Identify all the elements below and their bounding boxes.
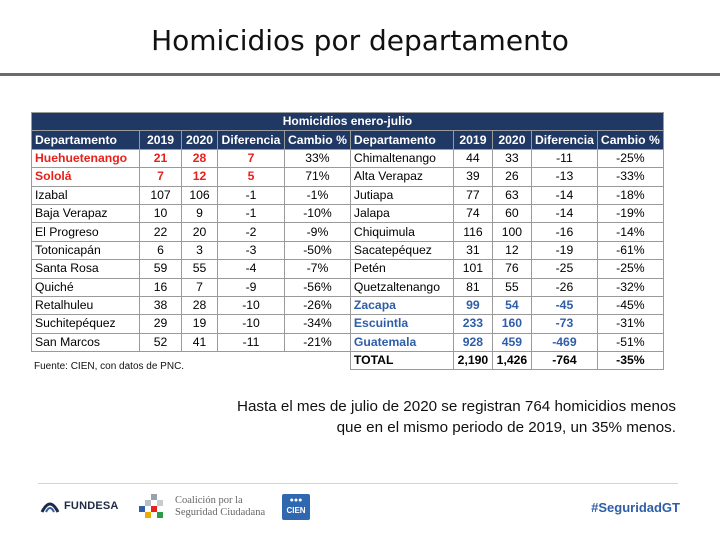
table-cell: -25% <box>597 260 663 278</box>
table-row <box>32 168 664 186</box>
table-cell: -764 <box>531 352 597 370</box>
table-cell: 10 <box>140 204 182 222</box>
table-cell: -1 <box>218 186 285 204</box>
table-cell: 106 <box>182 186 218 204</box>
table-cell: Baja Verapaz <box>32 204 140 222</box>
table-cell: -21% <box>285 333 351 351</box>
table-cell: Zacapa <box>350 296 453 314</box>
table-cell: -26% <box>285 296 351 314</box>
table-row <box>32 149 664 167</box>
table-cell: Totonicapán <box>32 241 140 259</box>
column-header: 2020 <box>492 131 531 149</box>
table-cell: -19 <box>531 241 597 259</box>
table-cell: 107 <box>140 186 182 204</box>
table-row <box>32 296 664 314</box>
table-cell: 99 <box>453 296 492 314</box>
summary-text <box>170 396 676 438</box>
table-cell: 116 <box>453 223 492 241</box>
page-title: Homicidios por departamento <box>151 24 569 57</box>
table-cell: San Marcos <box>32 333 140 351</box>
table-cell: 1,426 <box>492 352 531 370</box>
table-cell: -19% <box>597 204 663 222</box>
table-cell: 6 <box>140 241 182 259</box>
table-cell: Suchitepéquez <box>32 315 140 333</box>
column-header: Diferencia <box>218 131 285 149</box>
summary-line-2: que en el mismo periodo de 2019, un 35% menos. <box>336 419 676 436</box>
table-cell: 31 <box>453 241 492 259</box>
table-cell: Retalhuleu <box>32 296 140 314</box>
table-cell: Escuintla <box>350 315 453 333</box>
table-cell: 5 <box>218 168 285 186</box>
table-cell: -9% <box>285 223 351 241</box>
coalicion-emblem-icon <box>137 492 169 522</box>
table-cell: Petén <box>350 260 453 278</box>
table-cell: 3 <box>182 241 218 259</box>
column-header: Diferencia <box>531 131 597 149</box>
table-cell: Sololá <box>32 168 140 186</box>
hashtag: #SeguridadGT <box>591 500 680 515</box>
table-cell: 39 <box>453 168 492 186</box>
fundesa-label: FUNDESA <box>64 500 119 512</box>
fundesa-emblem-icon <box>40 498 60 514</box>
column-header: 2020 <box>182 131 218 149</box>
table-cell: -14 <box>531 186 597 204</box>
table-cell: -13 <box>531 168 597 186</box>
table-cell: 28 <box>182 296 218 314</box>
table-cell: 77 <box>453 186 492 204</box>
table-cell: -1 <box>218 204 285 222</box>
table-cell: 60 <box>492 204 531 222</box>
table-cell: -34% <box>285 315 351 333</box>
column-header: 2019 <box>453 131 492 149</box>
table-cell: 7 <box>140 168 182 186</box>
table-cell: 33% <box>285 149 351 167</box>
table-cell: -9 <box>218 278 285 296</box>
table-cell: 2,190 <box>453 352 492 370</box>
table-row <box>32 223 664 241</box>
table-cell: -56% <box>285 278 351 296</box>
table-cell: Santa Rosa <box>32 260 140 278</box>
table-cell: TOTAL <box>350 352 453 370</box>
table-cell: Quetzaltenango <box>350 278 453 296</box>
cien-dots-icon: ●●● <box>289 497 303 504</box>
table-cell: -26 <box>531 278 597 296</box>
table-cell: -61% <box>597 241 663 259</box>
table-cell: 59 <box>140 260 182 278</box>
table-cell: 233 <box>453 315 492 333</box>
table-cell: -11 <box>531 149 597 167</box>
table-cell: 160 <box>492 315 531 333</box>
table-cell: -4 <box>218 260 285 278</box>
table-cell: Guatemala <box>350 333 453 351</box>
table-cell: -50% <box>285 241 351 259</box>
table-cell: -25% <box>597 149 663 167</box>
coalicion-label-line-2: Seguridad Ciudadana <box>175 507 266 518</box>
title-divider <box>0 73 720 76</box>
table-cell: -1% <box>285 186 351 204</box>
cien-label: CIEN <box>286 506 306 515</box>
table-cell: 55 <box>182 260 218 278</box>
table-cell: -10% <box>285 204 351 222</box>
source-note: Fuente: CIEN, con datos de PNC. <box>34 361 185 372</box>
table-row <box>32 333 664 351</box>
table-cell: Alta Verapaz <box>350 168 453 186</box>
table-cell: -14 <box>531 204 597 222</box>
table-cell: El Progreso <box>32 223 140 241</box>
coalicion-label <box>175 495 265 519</box>
table-cell: -469 <box>531 333 597 351</box>
table-cell: 9 <box>182 204 218 222</box>
table-cell: -2 <box>218 223 285 241</box>
homicides-table <box>31 112 664 370</box>
footer-divider <box>38 483 678 484</box>
column-header: Cambio % <box>285 131 351 149</box>
table-cell: 81 <box>453 278 492 296</box>
table-row <box>32 204 664 222</box>
table-cell: 928 <box>453 333 492 351</box>
table-cell: 100 <box>492 223 531 241</box>
table-cell: Quiché <box>32 278 140 296</box>
table-cell: -14% <box>597 223 663 241</box>
cien-logo <box>282 494 310 520</box>
table-cell: -45% <box>597 296 663 314</box>
table-cell: -3 <box>218 241 285 259</box>
table-title: Homicidios enero-julio <box>32 113 664 131</box>
table-cell: 7 <box>218 149 285 167</box>
table-cell: Sacatepéquez <box>350 241 453 259</box>
table-cell: -10 <box>218 315 285 333</box>
table-cell: -11 <box>218 333 285 351</box>
table-cell: Huehuetenango <box>32 149 140 167</box>
table-cell: 71% <box>285 168 351 186</box>
table-row <box>32 278 664 296</box>
table-cell: 54 <box>492 296 531 314</box>
table-cell: 44 <box>453 149 492 167</box>
table-cell: 63 <box>492 186 531 204</box>
table-cell: 12 <box>182 168 218 186</box>
table-cell: 28 <box>182 149 218 167</box>
table-cell: 41 <box>182 333 218 351</box>
table-cell: 459 <box>492 333 531 351</box>
column-header: Departamento <box>350 131 453 149</box>
table-cell: -25 <box>531 260 597 278</box>
table-cell: -31% <box>597 315 663 333</box>
column-header: Cambio % <box>597 131 663 149</box>
table-cell: 76 <box>492 260 531 278</box>
table-cell: 26 <box>492 168 531 186</box>
table-cell: -32% <box>597 278 663 296</box>
table-cell: 22 <box>140 223 182 241</box>
column-header: Departamento <box>32 131 140 149</box>
column-headers <box>32 131 664 149</box>
table-cell: -35% <box>597 352 663 370</box>
table-body <box>32 149 664 370</box>
table-row <box>32 241 664 259</box>
table-cell: 38 <box>140 296 182 314</box>
table-cell: -7% <box>285 260 351 278</box>
table-row <box>32 260 664 278</box>
table-cell: 29 <box>140 315 182 333</box>
table-cell: 52 <box>140 333 182 351</box>
table-cell: 21 <box>140 149 182 167</box>
table-cell: Izabal <box>32 186 140 204</box>
coalicion-label-line-1: Coalición por la <box>175 495 243 506</box>
table-cell: 74 <box>453 204 492 222</box>
table-cell: 19 <box>182 315 218 333</box>
table-cell: Chimaltenango <box>350 149 453 167</box>
table-cell: 20 <box>182 223 218 241</box>
table-cell: 101 <box>453 260 492 278</box>
table-cell: Chiquimula <box>350 223 453 241</box>
table-cell: 55 <box>492 278 531 296</box>
table-cell: -73 <box>531 315 597 333</box>
coalicion-logo <box>137 492 265 522</box>
table-cell: -33% <box>597 168 663 186</box>
table-cell: 12 <box>492 241 531 259</box>
table-cell: 16 <box>140 278 182 296</box>
table-cell: Jutiapa <box>350 186 453 204</box>
table-cell: -45 <box>531 296 597 314</box>
table-cell: -10 <box>218 296 285 314</box>
column-header: 2019 <box>140 131 182 149</box>
table-cell: Jalapa <box>350 204 453 222</box>
table-cell: 33 <box>492 149 531 167</box>
summary-line-1: Hasta el mes de julio de 2020 se registran 764 homicidios menos <box>237 398 676 415</box>
table-row <box>32 186 664 204</box>
table-row <box>32 315 664 333</box>
table-cell: 7 <box>182 278 218 296</box>
table-cell: -16 <box>531 223 597 241</box>
table-cell: -51% <box>597 333 663 351</box>
table-cell: -18% <box>597 186 663 204</box>
fundesa-logo <box>40 498 119 514</box>
